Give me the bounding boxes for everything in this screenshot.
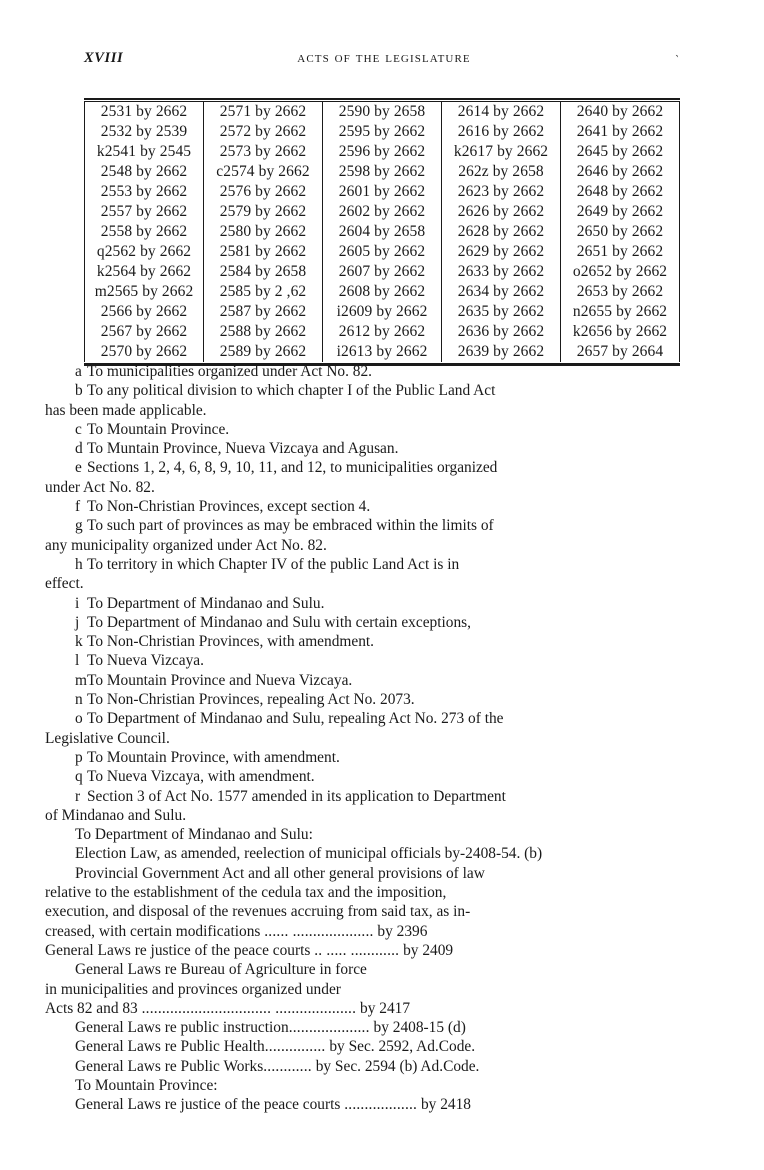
entry-public-works-value: by Sec. 2594 (b) Ad.Code.: [315, 1057, 480, 1075]
table-row: [85, 222, 680, 242]
table-row: [85, 342, 680, 362]
footnote-continuation: of Mindanao and Sulu.: [45, 806, 187, 824]
entry-public-instruction: [45, 1018, 719, 1037]
entry-public-health-value: by Sec. 2592, Ad.Code.: [329, 1038, 476, 1056]
act-cell: 2633 by 2662: [442, 262, 561, 282]
page-folio: XVIII: [84, 50, 124, 66]
table-row: [85, 262, 680, 282]
footnote-label: k: [75, 633, 83, 651]
footnote-item: [45, 458, 719, 477]
act-cell: 2601 by 2662: [323, 182, 442, 202]
footnote-item: [45, 362, 719, 381]
entry-justice-peace-2-value: by 2418: [420, 1096, 471, 1114]
act-cell: n2655 by 2662: [561, 302, 680, 322]
entry-justice-peace-1-value: by 2409: [403, 941, 454, 959]
act-cell: 2571 by 2662: [204, 102, 323, 122]
entry-election-law: Election Law, as amended, reelection of municipal officials by-2408-54. (b): [75, 845, 543, 863]
footnote-item: [45, 690, 719, 709]
footnote-label: n: [75, 691, 83, 709]
footnote-text: To Mountain Province and Nueva Vizcaya.: [87, 671, 353, 689]
footnote-text: To Mountain Province, with amendment.: [87, 748, 340, 766]
footnote-label: g: [75, 517, 83, 535]
leader-dots: ....................: [288, 1019, 370, 1037]
act-cell: 2641 by 2662: [561, 122, 680, 142]
entry-public-instruction-value: by 2408-15 (d): [373, 1019, 466, 1037]
footnote-item: [45, 613, 719, 632]
act-cell: 2635 by 2662: [442, 302, 561, 322]
act-cell: 2596 by 2662: [323, 142, 442, 162]
footnote-text: To Non-Christian Provinces, repealing Act No. 2073.: [87, 691, 415, 709]
footnote-item: [45, 787, 719, 806]
entry-agriculture-value: by 2417: [360, 999, 411, 1017]
footnote-label: o: [75, 710, 83, 728]
act-cell: 2612 by 2662: [323, 322, 442, 342]
act-cell: 2639 by 2662: [442, 342, 561, 362]
act-cell: 2532 by 2539: [85, 122, 204, 142]
footnote-label: e: [75, 459, 82, 477]
entry-public-works: [45, 1057, 719, 1076]
entry-public-health: [45, 1037, 719, 1056]
act-cell: 262z by 2658: [442, 162, 561, 182]
footnote-text: To Department of Mindanao and Sulu with certain exceptions,: [87, 613, 472, 631]
page-title: acts of the legislature: [297, 50, 471, 66]
act-cell: 2567 by 2662: [85, 322, 204, 342]
act-cell: 2580 by 2662: [204, 222, 323, 242]
footnote-text: To Muntain Province, Nueva Vizcaya and Agusan.: [87, 440, 399, 458]
footnote-item: [45, 748, 719, 767]
entry-provincial-act-line4: [45, 922, 719, 941]
act-cell: i2609 by 2662: [323, 302, 442, 322]
entry-agriculture-line1: General Laws re Bureau of Agriculture in force: [75, 961, 367, 979]
footnote-text: To Mountain Province.: [87, 420, 230, 438]
entry-provincial-act-line1: Provincial Government Act and all other general provisions of law: [75, 864, 485, 882]
entry-justice-peace-2: [45, 1095, 719, 1114]
footnote-text: To territory in which Chapter IV of the public Land Act is in: [87, 555, 460, 573]
acts-reference-table: [84, 102, 680, 362]
footnote-item: [45, 420, 719, 439]
act-cell: 2651 by 2662: [561, 242, 680, 262]
act-cell: 2657 by 2664: [561, 342, 680, 362]
act-cell: 2587 by 2662: [204, 302, 323, 322]
entry-justice-peace-1: [45, 941, 719, 960]
entry-provincial-act-text: creased, with certain modifications: [45, 922, 261, 940]
entry-provincial-act-line3: execution, and disposal of the revenues accruing from said tax, as in-: [45, 903, 471, 921]
footnote-item: [45, 767, 719, 786]
footnote-text: To Non-Christian Provinces, except section 4.: [87, 498, 371, 516]
act-cell: 2558 by 2662: [85, 222, 204, 242]
footnote-label: j: [75, 613, 80, 631]
act-cell: 2602 by 2662: [323, 202, 442, 222]
leader-dots: .. ..... ............: [314, 941, 400, 959]
act-cell: 2626 by 2662: [442, 202, 561, 222]
footnote-item: [45, 381, 719, 400]
entry-public-works-text: General Laws re Public Works: [75, 1057, 264, 1075]
footnote-list: [45, 362, 719, 825]
footnote-label: l: [75, 652, 80, 670]
entry-agriculture-text: Acts 82 and 83: [45, 999, 138, 1017]
act-cell: 2604 by 2658: [323, 222, 442, 242]
table-row: [85, 322, 680, 342]
footnote-label: b: [75, 382, 83, 400]
act-cell: 2581 by 2662: [204, 242, 323, 262]
act-cell: 2608 by 2662: [323, 282, 442, 302]
body-text: [45, 362, 719, 1115]
entry-public-health-text: General Laws re Public Health: [75, 1038, 265, 1056]
footnote-item: [45, 594, 719, 613]
leader-dots: ...............: [264, 1038, 326, 1056]
entry-agriculture-line3: [45, 999, 719, 1018]
leader-dots: ................................ ....................: [141, 999, 357, 1017]
act-cell: 2588 by 2662: [204, 322, 323, 342]
footnote-item: [45, 439, 719, 458]
act-cell: 2636 by 2662: [442, 322, 561, 342]
act-cell: 2605 by 2662: [323, 242, 442, 262]
entry-provincial-act-line2: relative to the establishment of the cedula tax and the imposition,: [45, 884, 447, 902]
entry-public-instruction-text: General Laws re public instruction: [75, 1019, 289, 1037]
entry-justice-peace-1-text: General Laws re justice of the peace courts: [45, 941, 311, 959]
act-cell: 2598 by 2662: [323, 162, 442, 182]
table-rule-top-outer: [84, 98, 680, 100]
footnote-label: m: [75, 671, 87, 689]
act-cell: 2634 by 2662: [442, 282, 561, 302]
footnote-label: c: [75, 420, 82, 438]
entry-justice-peace-2-text: General Laws re justice of the peace courts: [75, 1096, 341, 1114]
footnote-text: To Nueva Vizcaya.: [87, 652, 204, 670]
footnote-text: Sections 1, 2, 4, 6, 8, 9, 10, 11, and 12, to municipalities organized: [87, 459, 498, 477]
stray-mark: `: [672, 51, 680, 68]
act-cell: m2565 by 2662: [85, 282, 204, 302]
act-cell: 2584 by 2658: [204, 262, 323, 282]
act-cell: 2585 by 2 ,62: [204, 282, 323, 302]
section-heading-mountain: To Mountain Province:: [75, 1076, 218, 1094]
act-cell: o2652 by 2662: [561, 262, 680, 282]
table-row: [85, 242, 680, 262]
acts-table-body: [85, 102, 680, 362]
footnote-text: To Department of Mindanao and Sulu, repealing Act No. 273 of the: [87, 710, 504, 728]
act-cell: 2570 by 2662: [85, 342, 204, 362]
footnote-label: f: [75, 498, 81, 516]
act-cell: i2613 by 2662: [323, 342, 442, 362]
act-cell: 2623 by 2662: [442, 182, 561, 202]
footnote-item: [45, 516, 719, 535]
act-cell: 2548 by 2662: [85, 162, 204, 182]
act-cell: 2590 by 2658: [323, 102, 442, 122]
footnote-text: To Non-Christian Provinces, with amendment.: [87, 633, 375, 651]
footnote-continuation: any municipality organized under Act No. 82.: [45, 536, 327, 554]
table-row: [85, 302, 680, 322]
footnote-label: d: [75, 440, 83, 458]
footnote-item: [45, 555, 719, 574]
acts-table-wrap: [84, 98, 680, 366]
act-cell: k2617 by 2662: [442, 142, 561, 162]
footnote-item: [45, 651, 719, 670]
footnote-text: Section 3 of Act No. 1577 amended in its application to Department: [87, 787, 506, 805]
footnote-continuation: under Act No. 82.: [45, 478, 155, 496]
section-heading-mindanao: To Department of Mindanao and Sulu:: [75, 826, 313, 844]
act-cell: 2653 by 2662: [561, 282, 680, 302]
footnote-continuation: has been made applicable.: [45, 401, 207, 419]
footnote-continuation: Legislative Council.: [45, 729, 170, 747]
table-row: [85, 182, 680, 202]
act-cell: k2564 by 2662: [85, 262, 204, 282]
act-cell: 2649 by 2662: [561, 202, 680, 222]
act-cell: 2557 by 2662: [85, 202, 204, 222]
footnote-text: To municipalities organized under Act No. 82.: [87, 363, 373, 380]
act-cell: 2645 by 2662: [561, 142, 680, 162]
act-cell: 2648 by 2662: [561, 182, 680, 202]
footnote-text: To any political division to which chapter I of the Public Land Act: [87, 382, 496, 400]
act-cell: 2531 by 2662: [85, 102, 204, 122]
act-cell: 2572 by 2662: [204, 122, 323, 142]
leader-dots: ...... ....................: [264, 922, 374, 940]
footnote-item: [45, 671, 719, 690]
footnote-label: p: [75, 748, 83, 766]
act-cell: 2589 by 2662: [204, 342, 323, 362]
table-row: [85, 122, 680, 142]
footnote-item: [45, 632, 719, 651]
act-cell: 2616 by 2662: [442, 122, 561, 142]
act-cell: 2650 by 2662: [561, 222, 680, 242]
footnote-label: i: [75, 594, 80, 612]
footnote-item: [45, 709, 719, 728]
footnote-text: To Nueva Vizcaya, with amendment.: [87, 768, 315, 786]
act-cell: 2646 by 2662: [561, 162, 680, 182]
act-cell: k2656 by 2662: [561, 322, 680, 342]
act-cell: 2579 by 2662: [204, 202, 323, 222]
act-cell: 2595 by 2662: [323, 122, 442, 142]
leader-dots: ..................: [344, 1096, 418, 1114]
act-cell: 2553 by 2662: [85, 182, 204, 202]
footnote-label: r: [75, 787, 81, 805]
footnote-label: a: [75, 363, 82, 380]
footnote-item: [45, 497, 719, 516]
act-cell: q2562 by 2662: [85, 242, 204, 262]
footnote-label: q: [75, 768, 83, 786]
table-row: [85, 142, 680, 162]
footnote-continuation: effect.: [45, 575, 84, 593]
act-cell: 2628 by 2662: [442, 222, 561, 242]
leader-dots: ............: [263, 1057, 312, 1075]
table-row: [85, 282, 680, 302]
act-cell: 2566 by 2662: [85, 302, 204, 322]
act-cell: 2614 by 2662: [442, 102, 561, 122]
entry-agriculture-line2: in municipalities and provinces organized under: [45, 980, 341, 998]
act-cell: 2640 by 2662: [561, 102, 680, 122]
act-cell: 2629 by 2662: [442, 242, 561, 262]
footnote-text: To such part of provinces as may be embraced within the limits of: [87, 517, 494, 535]
footnote-label: h: [75, 555, 83, 573]
act-cell: 2573 by 2662: [204, 142, 323, 162]
running-head: [84, 50, 684, 72]
table-row: [85, 162, 680, 182]
act-cell: 2607 by 2662: [323, 262, 442, 282]
act-cell: k2541 by 2545: [85, 142, 204, 162]
act-cell: 2576 by 2662: [204, 182, 323, 202]
act-cell: c2574 by 2662: [204, 162, 323, 182]
table-row: [85, 102, 680, 122]
footnote-text: To Department of Mindanao and Sulu.: [87, 594, 325, 612]
entry-provincial-act-value: by 2396: [377, 922, 428, 940]
table-row: [85, 202, 680, 222]
